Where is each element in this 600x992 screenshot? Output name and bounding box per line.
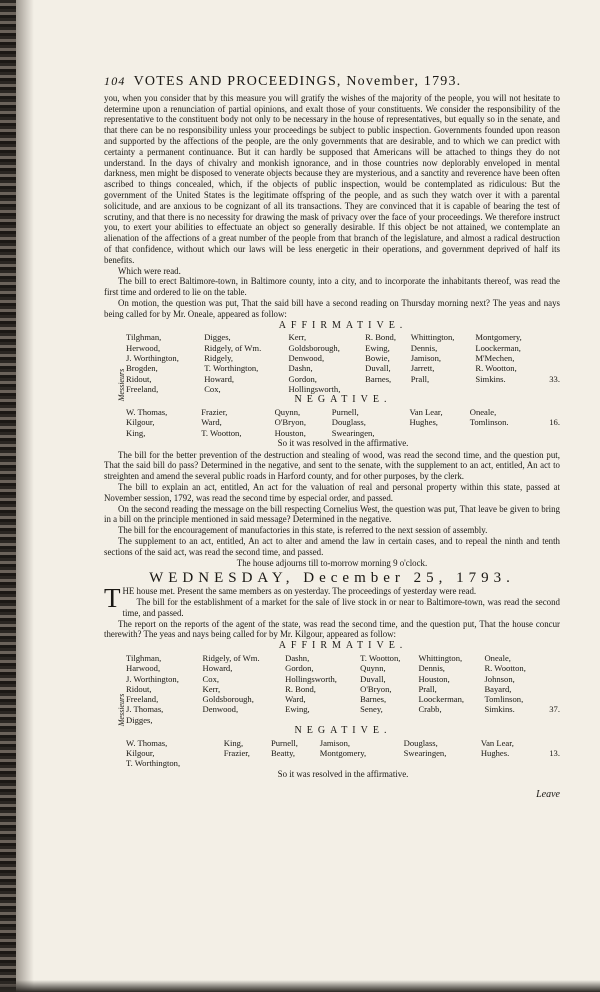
- member-name: [271, 758, 320, 768]
- table-row: [126, 674, 560, 684]
- member-name: R. Wootton,: [475, 363, 517, 374]
- member-name: Van Lear,: [409, 406, 443, 417]
- negative-table: [126, 738, 560, 769]
- negative-heading: NEGATIVE.: [294, 725, 392, 737]
- member-name: Kilgour,: [126, 417, 155, 428]
- member-name: [224, 758, 271, 768]
- member-name: Goldsborough,: [288, 342, 340, 353]
- vote-total: [544, 363, 560, 373]
- member-name: Cox,: [202, 673, 220, 684]
- member-name: Douglass,: [403, 737, 438, 748]
- negative-table: [126, 407, 560, 438]
- vote-block-1: [104, 321, 560, 449]
- member-name: Duvall,: [360, 673, 386, 684]
- member-name: Howard,: [204, 373, 235, 384]
- vote-total: [544, 674, 560, 684]
- member-name: Tilghman,: [126, 332, 162, 343]
- table-row: [126, 704, 560, 714]
- running-header: [104, 76, 560, 88]
- member-name: Harwood,: [126, 663, 161, 674]
- member-name: Crabb,: [418, 704, 442, 715]
- paragraph-baltimore-bill: The bill to erect Baltimore-town, in Baltimore county, into a city, and to incorporate the inhabitants thereof, was read the first time and ordered to lie on the table.: [104, 276, 560, 298]
- member-name: Jarrett,: [410, 363, 435, 374]
- vote-total: [544, 384, 560, 394]
- table-row: [126, 374, 560, 384]
- member-name: Douglass,: [331, 417, 366, 428]
- member-name: Goldsborough,: [202, 694, 254, 705]
- page-number: 104: [104, 74, 126, 88]
- member-name: Digges,: [126, 714, 153, 725]
- table-row: [126, 407, 560, 417]
- member-name: T. Wootton,: [360, 652, 401, 663]
- page-title: VOTES AND PROCEEDINGS, November, 1793.: [133, 74, 462, 89]
- vote-total: 16.: [549, 417, 560, 428]
- member-name: Tomlinson.: [469, 417, 509, 428]
- member-name: Gordon,: [288, 373, 317, 384]
- table-row: [126, 353, 560, 363]
- vote-block-2: [104, 641, 560, 779]
- member-name: Purnell,: [331, 406, 359, 417]
- member-name: [404, 758, 481, 768]
- paragraph-motion: On motion, the question was put, That the said bill have a second reading on Thursday morning next? The yeas and nays being called for by Mr. Oneale, appeared as follow:: [104, 297, 560, 319]
- member-name: [418, 715, 484, 725]
- member-name: Purnell,: [270, 737, 298, 748]
- member-name: Whittington,: [418, 652, 463, 663]
- member-name: Prall,: [418, 683, 437, 694]
- member-name: J. Worthington,: [126, 673, 179, 684]
- vote-total: [541, 738, 560, 748]
- member-name: Herwood,: [126, 342, 161, 353]
- affirmative-heading: AFFIRMATIVE.: [278, 640, 408, 652]
- member-name: Oneale,: [484, 652, 511, 663]
- member-name: Montgomery,: [319, 748, 367, 759]
- member-name: Tilghman,: [126, 652, 162, 663]
- member-name: J. Thomas,: [126, 704, 164, 715]
- member-name: [285, 715, 360, 725]
- vote-total: [544, 332, 560, 342]
- binding-shadow: [16, 0, 34, 992]
- paragraph-market-bill: The bill for the establishment of a market for the sale of live stock in or near to Baltimore-town, was read the second time, and passed.: [122, 596, 560, 618]
- member-name: King,: [223, 737, 244, 748]
- vote-total: [541, 758, 560, 768]
- table-row: [126, 715, 560, 725]
- member-name: Beatty,: [270, 748, 296, 759]
- member-name: Bayard,: [484, 683, 512, 694]
- member-name: [484, 715, 544, 725]
- member-name: Ridgely,: [204, 352, 233, 363]
- vote-total: [544, 353, 560, 363]
- member-name: O'Bryon,: [360, 683, 392, 694]
- table-row: [126, 428, 560, 438]
- table-row: [126, 417, 560, 427]
- member-name: [203, 715, 286, 725]
- member-name: M'Mechen,: [475, 352, 515, 363]
- vote-total: [544, 715, 560, 725]
- messrs-label: Messieurs: [116, 368, 126, 401]
- vote-total: 33.: [549, 373, 560, 384]
- member-name: Digges,: [204, 332, 231, 343]
- member-name: Van Lear,: [480, 737, 514, 748]
- table-row: [126, 332, 560, 342]
- member-name: Quynn,: [274, 406, 301, 417]
- drop-cap: T: [104, 583, 121, 614]
- member-name: Prall,: [410, 373, 430, 384]
- member-name: Denwood,: [288, 352, 325, 363]
- bottom-edge: [0, 980, 600, 992]
- member-name: [470, 428, 541, 438]
- member-name: Houston,: [274, 427, 306, 438]
- negative-heading: NEGATIVE.: [294, 394, 392, 406]
- table-row: [126, 748, 560, 758]
- table-row: [126, 384, 560, 394]
- member-name: Ewing,: [285, 704, 310, 715]
- member-name: T. Wootton,: [201, 427, 242, 438]
- member-name: Kerr,: [288, 332, 307, 343]
- vote-total: [544, 684, 560, 694]
- member-name: Ridgely, of Wm.: [202, 652, 260, 663]
- member-name: Loockerman,: [418, 694, 465, 705]
- member-name: W. Thomas,: [126, 406, 168, 417]
- table-row: [126, 684, 560, 694]
- table-row: [126, 663, 560, 673]
- vote-result: So it was resolved in the affirmative.: [277, 437, 409, 448]
- member-name: Hughes,: [409, 417, 438, 428]
- member-name: Jamison,: [410, 352, 442, 363]
- member-name: Duvall,: [365, 363, 391, 374]
- member-name: Quynn,: [360, 663, 386, 674]
- vote-result: So it was resolved in the affirmative.: [277, 768, 409, 779]
- member-name: Ewing,: [365, 342, 390, 353]
- member-name: Ridout,: [126, 373, 152, 384]
- member-name: O'Bryon,: [274, 417, 306, 428]
- member-name: Denwood,: [202, 704, 239, 715]
- member-name: Bowie,: [365, 352, 390, 363]
- member-name: Simkins.: [475, 373, 506, 384]
- member-name: T. Worthington,: [204, 363, 259, 374]
- member-name: Loockerman,: [475, 342, 521, 353]
- member-name: T. Worthington,: [126, 758, 181, 769]
- member-name: [365, 384, 411, 394]
- member-name: Ridgely, of Wm.: [204, 342, 262, 353]
- member-name: Jamison,: [319, 737, 351, 748]
- member-name: Kerr,: [202, 683, 221, 694]
- house-met-text: HE house met. Present the same members as on yesterday. The proceedings of yesterday were read.: [122, 586, 477, 597]
- member-name: King,: [126, 427, 146, 438]
- binding-edge: [0, 0, 16, 992]
- vote-total: [544, 694, 560, 704]
- member-name: Frazier,: [201, 406, 228, 417]
- member-name: Dennis,: [418, 663, 445, 674]
- member-name: Freeland,: [126, 694, 159, 705]
- member-name: Brogden,: [126, 363, 158, 374]
- member-name: Hollingsworth,: [285, 673, 337, 684]
- member-name: [360, 715, 418, 725]
- member-name: Hollingsworth,: [288, 383, 341, 394]
- vote-total: [540, 407, 560, 417]
- paragraph-west-message: On the second reading the message on the bill respecting Cornelius West, the question was put, That leave be given to bring in a bill on the principle mentioned in said message? Determined in the negative.: [104, 503, 560, 525]
- paragraph-instructions: you, when you consider that by this measure you will gratify the wishes of the majority of the people, you will not hesitate to determine upon a renunciation of partial opinions, and exalt those of your constituents. We consider the responsibility of the representative to the constituent body not only to be necessary in the house of representatives, but equally so in the senate, and that there can be no responsibility unless your proceedings be subject to public inspection. Governments founded upon reason and supported by the affections of the people, are the only governments that are desirable, and to which we can predict with certainty a permanent continuance. But it can hardly be supposed that Americans will be attached to things they do not understand. In the days of chivalry and monkish ignorance, and in those countries now deplorably enveloped in mental darkness, men might be disposed to venerate objects because they are mysterious, and a sanctity and reverence have been often ascribed to things concealed, which, if the objects of public inspection, would be contemplated as ridiculous: But the government of the United States is the legitimate offspring of the people, and as such they watch over it with a parental solicitude, and are anxious to be cognizant of all its transactions. They are convinced that it is capable of bearing the test of scrutiny, and that there is no necessity for drawing the mask of privacy over the face of your proceedings. We therefore instruct you, to exert your abilities to effectuate an object so generally desirable. If this object be not attained, we contemplate an alienation of the affections of a great number of the people from that branch of the legislature, and almost a radical destruction of that confidence, without which our laws will be less energetic in their operations, and government deprived of half its benefits.: [104, 92, 560, 265]
- member-name: Dennis,: [410, 342, 438, 353]
- affirmative-heading: AFFIRMATIVE.: [278, 319, 408, 331]
- affirmative-table: [126, 332, 560, 394]
- member-name: R. Bond,: [285, 683, 316, 694]
- member-name: Simkins.: [484, 704, 515, 715]
- paragraph-agent-report: The report on the reports of the agent of the state, was read the second time, and the question put, That the house concur therewith? The yeas and nays being called for by Mr. Kilgour, appeared as follow:: [104, 618, 560, 640]
- member-name: Gordon,: [285, 663, 314, 674]
- vote-total: 13.: [549, 748, 560, 759]
- paragraph-adjourn: The house adjourns till to-morrow morning 9 o'clock.: [236, 557, 428, 568]
- paragraph-wood-bill: The bill for the better prevention of the destruction and stealing of wood, was read the second time, and the question put, That the said bill do pass? Determined in the negative, and sent to the senate, with the supplement to an act, entitled, An act to streighten and amend the several public roads in Harford county, and for other purposes, by the clerk.: [104, 449, 560, 482]
- text-column: [104, 76, 560, 800]
- catchword: Leave: [536, 788, 560, 800]
- table-row: [126, 343, 560, 353]
- member-name: Cox,: [204, 383, 221, 394]
- paragraph-valuation-bill: The bill to explain an act, entitled, An act for the valuation of real and personal property within this state, passed at November session, 1792, was read the second time by especial order, and passed.: [104, 481, 560, 503]
- member-name: [481, 758, 541, 768]
- member-name: Seney,: [360, 704, 383, 715]
- member-name: Ward,: [201, 417, 222, 428]
- member-name: Johnson,: [484, 673, 515, 684]
- member-name: R. Wootton,: [484, 663, 526, 674]
- member-name: Swearingen,: [403, 748, 447, 759]
- paragraph-read: Which were read.: [118, 265, 181, 276]
- member-name: [475, 384, 544, 394]
- paragraph-supplement: The supplement to an act, entitled, An act to alter and amend the law in certain cases, and to repeal the ninth and tenth sections of the said act, was read the second time, and passed.: [104, 535, 560, 557]
- vote-total: [544, 663, 560, 673]
- day-heading: WEDNESDAY, December 25, 1793.: [149, 570, 515, 587]
- affirmative-table: [126, 653, 560, 725]
- member-name: Swearingen,: [331, 427, 375, 438]
- member-name: [411, 384, 476, 394]
- table-row: [126, 758, 560, 768]
- paragraph-manufactories: The bill for the encouragement of manufactories in this state, is referred to the next session of assembly.: [118, 525, 488, 536]
- table-row: [126, 363, 560, 373]
- vote-total: [540, 428, 560, 438]
- member-name: Dashn,: [288, 363, 313, 374]
- member-name: J. Worthington,: [126, 352, 179, 363]
- vote-total: [544, 653, 560, 663]
- member-name: Houston,: [418, 673, 450, 684]
- member-name: Hughes.: [480, 748, 510, 759]
- member-name: Freeland,: [126, 383, 159, 394]
- vote-total: [544, 343, 560, 353]
- member-name: Ward,: [285, 694, 306, 705]
- member-name: R. Bond,: [365, 332, 396, 343]
- member-name: Ridout,: [126, 683, 152, 694]
- member-name: Montgomery,: [475, 332, 522, 343]
- member-name: Whittington,: [410, 332, 455, 343]
- member-name: Tomlinson,: [484, 694, 524, 705]
- member-name: [410, 428, 470, 438]
- table-row: [126, 694, 560, 704]
- member-name: Howard,: [202, 663, 233, 674]
- member-name: Kilgour,: [126, 748, 155, 759]
- table-row: [126, 738, 560, 748]
- member-name: Barnes,: [365, 373, 392, 384]
- table-row: [126, 653, 560, 663]
- member-name: Oneale,: [469, 406, 497, 417]
- member-name: W. Thomas,: [126, 737, 168, 748]
- messrs-label: Messieurs: [116, 694, 126, 727]
- member-name: Dashn,: [285, 652, 310, 663]
- member-name: Frazier,: [223, 748, 250, 759]
- vote-total: 37.: [549, 704, 560, 715]
- member-name: Barnes,: [360, 694, 387, 705]
- member-name: [320, 758, 404, 768]
